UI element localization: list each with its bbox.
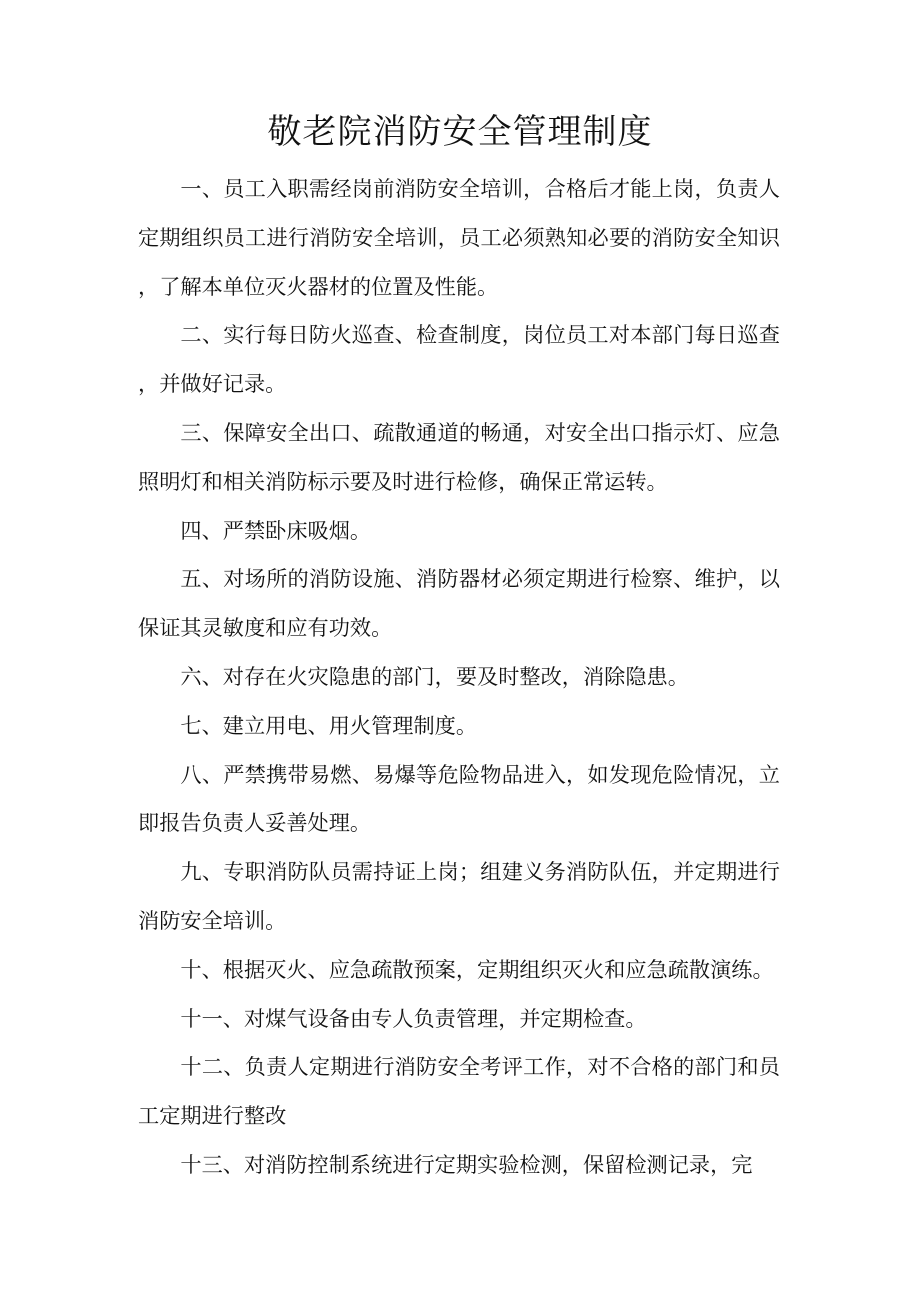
paragraph-4: 四、严禁卧床吸烟。: [180, 517, 372, 543]
paragraph-7: 七、建立用电、用火管理制度。: [180, 712, 478, 738]
document-body: [138, 165, 780, 1190]
paragraph-3: 三、保障安全出口、疏散通道的畅通，对安全出口指示灯、应急照明灯和相关消防标示要及时进行检修，确保正常运转。: [138, 419, 780, 494]
paragraph-9: 九、专职消防队员需持证上岗；组建义务消防队伍，并定期进行消防安全培训。: [138, 859, 780, 933]
paragraph-11: 十一、对煤气设备由专人负责管理，并定期检查。: [180, 1005, 647, 1031]
paragraph-5: 五、对场所的消防设施、消防器材必须定期进行检察、维护，以保证其灵敏度和应有功效。: [138, 566, 780, 641]
paragraph-8: 八、严禁携带易燃、易爆等危险物品进入，如发现危险情况，立即报告负责人妥善处理。: [138, 761, 780, 836]
paragraph-6: 六、对存在火灾隐患的部门，要及时整改，消除隐患。: [180, 663, 689, 689]
paragraph-13: 十三、对消防控制系统进行定期实验检测，保留检测记录，完: [180, 1151, 753, 1177]
paragraph-1: 一、员工入职需经岗前消防安全培训，合格后才能上岗，负责人定期组织员工进行消防安全培训，员工必须熟知必要的消防安全知识，了解本单位灭火器材的位置及性能。: [138, 176, 780, 299]
paragraph-10: 十、根据灭火、应急疏散预案，定期组织灭火和应急疏散演练。: [180, 956, 774, 982]
paragraph-12: 十二、负责人定期进行消防安全考评工作，对不合格的部门和员工定期进行整改: [138, 1054, 780, 1129]
document-title: 敬老院消防安全管理制度: [267, 112, 653, 152]
paragraph-2: 二、实行每日防火巡查、检查制度，岗位员工对本部门每日巡查，并做好记录。: [138, 322, 780, 397]
